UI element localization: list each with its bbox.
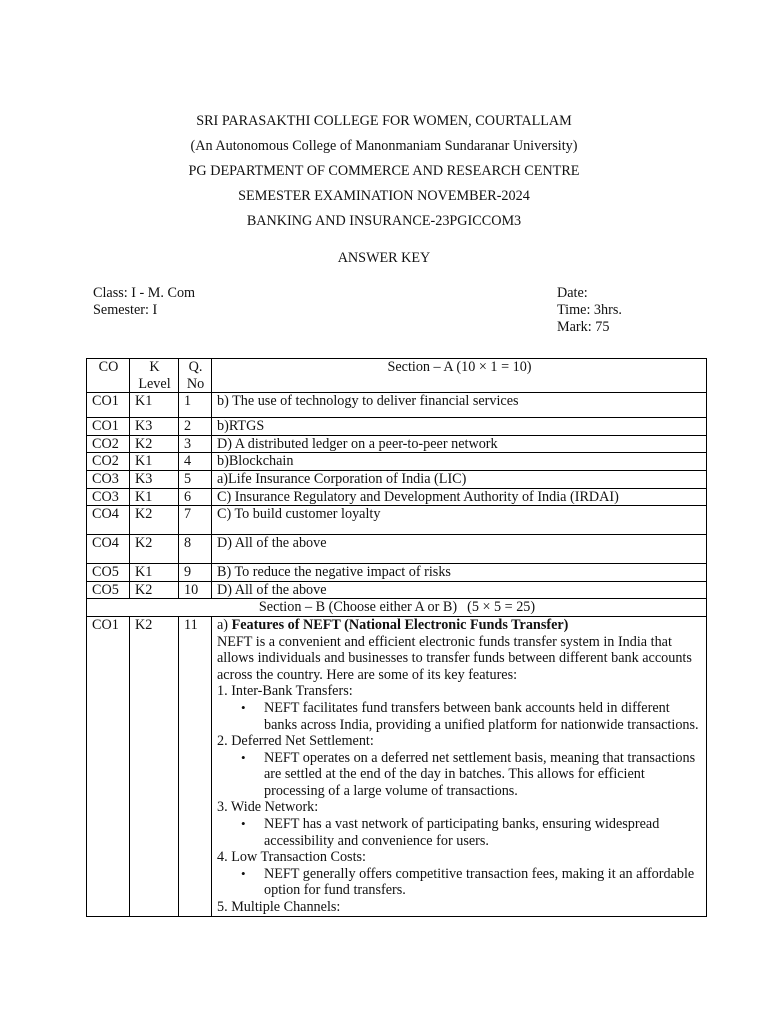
co-cell: CO5 <box>87 564 130 582</box>
bullet-list <box>217 866 702 899</box>
bullet-list <box>217 750 702 800</box>
table-row <box>87 506 707 535</box>
header-q-no: Q. No <box>179 359 212 393</box>
table-row <box>87 535 707 564</box>
table-row <box>87 564 707 582</box>
table-row <box>87 581 707 599</box>
co-cell: CO1 <box>87 616 130 916</box>
department-name: PG DEPARTMENT OF COMMERCE AND RESEARCH CENTRE <box>188 163 580 179</box>
answer-cell: D) All of the above <box>212 535 707 564</box>
point-heading: 4. Low Transaction Costs: <box>217 849 366 866</box>
bullet-item: • NEFT facilitates fund transfers between bank accounts held in different banks across India, providing a unified platform for nationwide transactions. <box>264 700 702 733</box>
co-cell: CO2 <box>87 435 130 453</box>
q-cell: 5 <box>179 470 212 488</box>
co-cell: CO3 <box>87 470 130 488</box>
q-cell: 8 <box>179 535 212 564</box>
point-heading: 2. Deferred Net Settlement: <box>217 733 374 750</box>
question-11-row <box>87 616 707 916</box>
q-cell: 6 <box>179 488 212 506</box>
header-k-level: K Level <box>130 359 179 393</box>
section-b-marks: (5 × 5 = 25) <box>467 599 536 616</box>
k-cell: K1 <box>130 393 179 418</box>
co-cell: CO3 <box>87 488 130 506</box>
answer-cell: b)RTGS <box>212 418 707 436</box>
answer-cell <box>212 616 707 916</box>
college-affiliation: (An Autonomous College of Manonmaniam Sundaranar University) <box>190 138 578 154</box>
k-cell: K2 <box>130 535 179 564</box>
answer-intro: NEFT is a convenient and efficient electronic funds transfer system in India that allows individuals and businesses to transfer funds between different bank accounts across the country. Here are some of its key features: <box>217 633 692 683</box>
college-name: SRI PARASAKTHI COLLEGE FOR WOMEN, COURTALLAM <box>196 113 572 129</box>
mark-label: Mark: 75 <box>557 319 610 335</box>
section-b-title: Section – B (Choose either A or B) <box>258 599 458 616</box>
answer-cell: D) A distributed ledger on a peer-to-peer network <box>212 435 707 453</box>
point-heading: 5. Multiple Channels: <box>217 899 341 916</box>
answer-cell: C) To build customer loyalty <box>212 506 707 535</box>
table-row <box>87 418 707 436</box>
answer-cell: b) The use of technology to deliver financial services <box>212 393 707 418</box>
course-title: BANKING AND INSURANCE-23PGICCOM3 <box>246 213 522 229</box>
table-row <box>87 435 707 453</box>
k-cell: K2 <box>130 506 179 535</box>
table-header-row <box>87 359 707 393</box>
semester-label: Semester: I <box>93 302 158 318</box>
q-cell: 10 <box>179 581 212 599</box>
point-heading: 3. Wide Network: <box>217 799 319 816</box>
table-row <box>87 393 707 418</box>
q-cell: 1 <box>179 393 212 418</box>
answer-cell: B) To reduce the negative impact of risks <box>212 564 707 582</box>
answer-key-title: ANSWER KEY <box>337 250 431 266</box>
q-cell: 11 <box>179 616 212 916</box>
exam-info <box>557 285 622 336</box>
bullet-item: • NEFT generally offers competitive transaction fees, making it an affordable option for fund transfers. <box>264 866 702 899</box>
section-b-heading <box>87 599 707 617</box>
q-cell: 4 <box>179 453 212 471</box>
answer-key-table <box>86 358 707 917</box>
answer-cell: b)Blockchain <box>212 453 707 471</box>
q-cell: 2 <box>179 418 212 436</box>
class-label: Class: I - M. Com <box>93 285 196 301</box>
co-cell: CO4 <box>87 506 130 535</box>
k-cell: K1 <box>130 488 179 506</box>
answer-cell: a)Life Insurance Corporation of India (LIC) <box>212 470 707 488</box>
answer-option-prefix: a) <box>217 616 232 633</box>
answer-cell: D) All of the above <box>212 581 707 599</box>
exam-title: SEMESTER EXAMINATION NOVEMBER-2024 <box>238 188 530 204</box>
answer-cell: C) Insurance Regulatory and Development Authority of India (IRDAI) <box>212 488 707 506</box>
point-heading: 1. Inter-Bank Transfers: <box>217 683 353 700</box>
q-cell: 7 <box>179 506 212 535</box>
co-cell: CO1 <box>87 393 130 418</box>
k-cell: K2 <box>130 581 179 599</box>
bullet-list <box>217 816 702 849</box>
header-co: CO <box>87 359 130 393</box>
class-info <box>93 285 195 319</box>
co-cell: CO4 <box>87 535 130 564</box>
k-cell: K2 <box>130 435 179 453</box>
co-cell: CO1 <box>87 418 130 436</box>
co-cell: CO5 <box>87 581 130 599</box>
table-row <box>87 453 707 471</box>
table-row <box>87 488 707 506</box>
k-cell: K2 <box>130 616 179 916</box>
bullet-list <box>217 700 702 733</box>
co-cell: CO2 <box>87 453 130 471</box>
bullet-item: • NEFT has a vast network of participating banks, ensuring widespread accessibility and convenience for users. <box>264 816 702 849</box>
q-cell: 9 <box>179 564 212 582</box>
k-cell: K1 <box>130 453 179 471</box>
section-b-row <box>87 599 707 617</box>
k-cell: K3 <box>130 470 179 488</box>
date-label: Date: <box>557 285 588 301</box>
document-header <box>0 110 768 272</box>
time-label: Time: 3hrs. <box>557 302 622 318</box>
section-a-heading: Section – A (10 × 1 = 10) <box>212 359 707 393</box>
bullet-item: • NEFT operates on a deferred net settlement basis, meaning that transactions are settled at the end of the day in batches. This allows for efficient processing of a large volume of transactions. <box>264 750 702 800</box>
answer-title: Features of NEFT (National Electronic Funds Transfer) <box>231 616 569 633</box>
k-cell: K1 <box>130 564 179 582</box>
k-cell: K3 <box>130 418 179 436</box>
q-cell: 3 <box>179 435 212 453</box>
answer-title-line <box>217 617 702 634</box>
table-row <box>87 470 707 488</box>
